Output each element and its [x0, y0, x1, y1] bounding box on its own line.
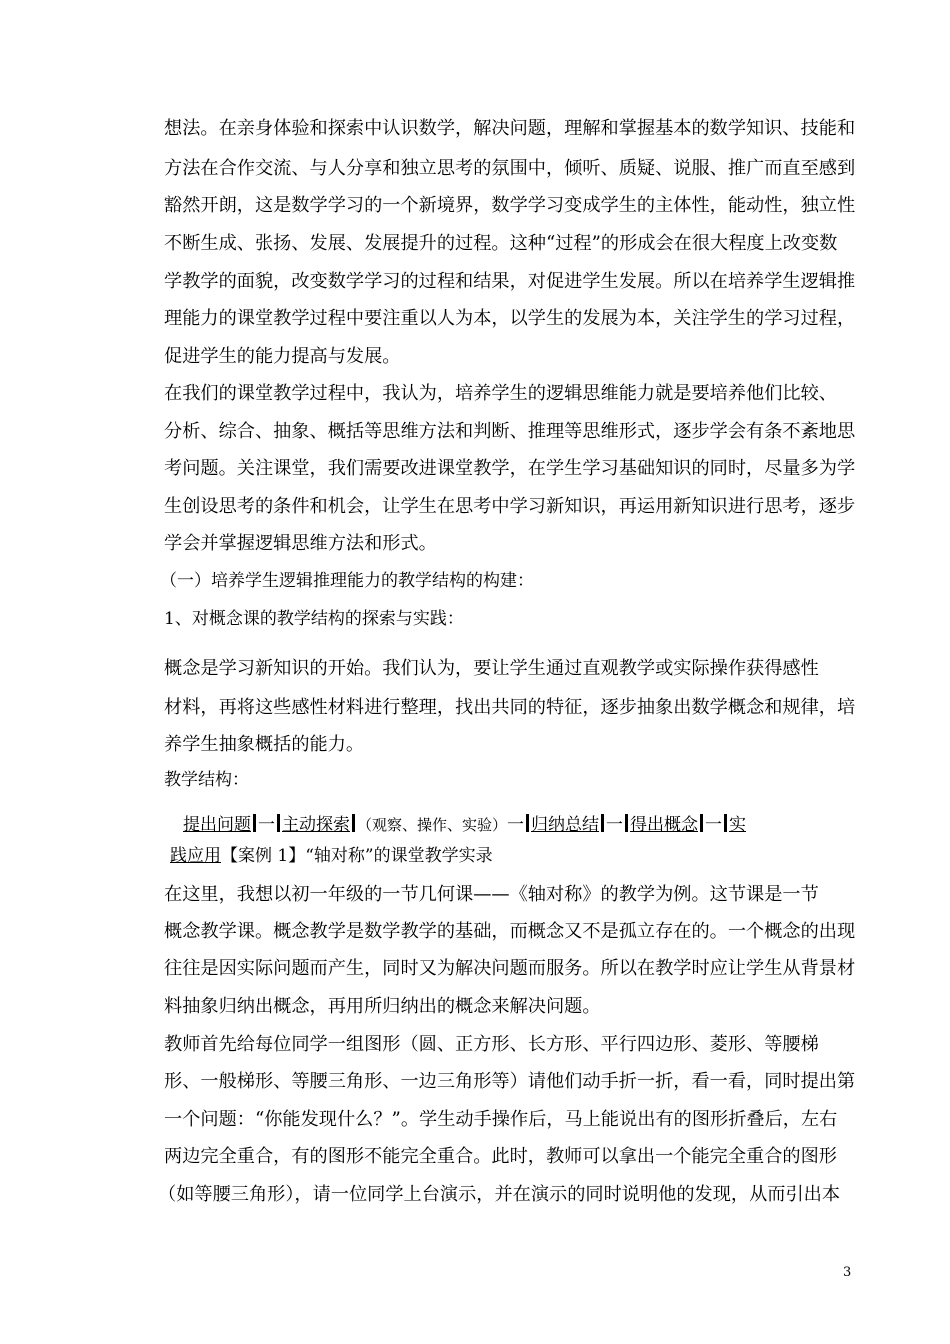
- text-line: 豁然开朗，这是数学学习的一个新境界，数学学习变成学生的主体性，能动性，独立性: [164, 195, 856, 216]
- text-line: 生创设思考的条件和机会，让学生在思考中学习新知识，再运用新知识进行思考，逐步: [164, 496, 856, 517]
- text-line: 学教学的面貌，改变数学学习的过程和结果，对促进学生发展。所以在培养学生逻辑推: [164, 271, 856, 292]
- flow-dash: 一: [606, 815, 624, 835]
- case-title: 【案例 1】“轴对称”的课堂教学实录: [221, 846, 493, 866]
- text-line: 养学生抽象概括的能力。: [164, 734, 365, 755]
- flow-continuation: [170, 848, 493, 865]
- flow-step: 主动探索: [282, 815, 350, 835]
- flow-step: 实: [729, 815, 747, 835]
- flow-bar: [700, 814, 703, 832]
- text-line: 考问题。关注课堂，我们需要改进课堂教学，在学生学习基础知识的同时，尽量多为学: [164, 458, 856, 479]
- flow-step: 提出问题: [183, 815, 251, 835]
- flow-dash: 一: [705, 815, 723, 835]
- flow-bar: [601, 814, 604, 832]
- text-line: （如等腰三角形），请一位同学上台演示，并在演示的同时说明他的发现，从而引出本: [158, 1184, 841, 1205]
- text-line: 促进学生的能力提高与发展。: [164, 346, 401, 367]
- text-line: 一个问题：“你能发现什么？”。学生动手操作后，马上能说出有的图形折叠后，左右: [164, 1109, 838, 1130]
- flow-bar: [526, 814, 529, 832]
- teaching-structure-flow: [183, 810, 746, 835]
- text-line: 教师首先给每位同学一组图形（圆、正方形、长方形、平行四边形、菱形、等腰梯: [164, 1034, 819, 1055]
- text-line: 料抽象归纳出概念，再用所归纳出的概念来解决问题。: [164, 996, 601, 1017]
- flow-note: （观察、操作、实验）: [357, 816, 508, 834]
- structure-label: 教学结构：: [164, 770, 249, 790]
- flow-bar: [724, 814, 727, 832]
- flow-bar: [625, 814, 628, 832]
- text-line: 方法在合作交流、与人分享和独立思考的氛围中，倾听、质疑、说服、推广而直至感到: [164, 158, 856, 179]
- flow-step: 得出概念: [630, 815, 699, 835]
- flow-dash: 一: [507, 815, 525, 835]
- flow-bar: [277, 814, 280, 832]
- text-line: 形、一般梯形、等腰三角形、一边三角形等）请他们动手折一折，看一看，同时提出第: [164, 1071, 856, 1092]
- text-line: 在这里，我想以初一年级的一节几何课——《轴对称》的教学为例。这节课是一节: [164, 884, 819, 905]
- text-line: 往往是因实际问题而产生，同时又为解决问题而服务。所以在教学时应让学生从背景材: [164, 958, 856, 979]
- text-line: 概念是学习新知识的开始。我们认为，要让学生通过直观教学或实际操作获得感性: [164, 658, 819, 679]
- flow-bar: [253, 814, 256, 832]
- text-line: 两边完全重合，有的图形不能完全重合。此时，教师可以拿出一个能完全重合的图形: [164, 1146, 837, 1167]
- text-line: 不断生成、张扬、发展、发展提升的过程。这种“过程”的形成会在很大程度上改变数: [164, 233, 838, 254]
- flow-bar: [352, 814, 355, 832]
- text-line: 理能力的课堂教学过程中要注重以人为本，以学生的发展为本，关注学生的学习过程，: [164, 308, 856, 329]
- section-heading: （一）培养学生逻辑推理能力的教学结构的构建：: [160, 571, 534, 591]
- text-line: 想法。在亲身体验和探索中认识数学，解决问题，理解和掌握基本的数学知识、技能和: [164, 118, 856, 139]
- text-line: 材料，再将这些感性材料进行整理，找出共同的特征，逐步抽象出数学概念和规律，培: [164, 697, 856, 718]
- flow-dash: 一: [258, 815, 275, 835]
- subsection-heading: 1、对概念课的教学结构的探索与实践：: [164, 609, 464, 629]
- text-line: 学会并掌握逻辑思维方法和形式。: [164, 533, 437, 554]
- page-number: 3: [843, 1265, 852, 1280]
- text-line: 概念教学课。概念教学是数学教学的基础，而概念又不是孤立存在的。一个概念的出现: [164, 921, 856, 942]
- text-line: 分析、综合、抽象、概括等思维方法和判断、推理等思维形式，逐步学会有条不紊地思: [164, 421, 856, 442]
- text-line: 在我们的课堂教学过程中，我认为，培养学生的逻辑思维能力就是要培养他们比较、: [164, 383, 837, 404]
- flow-step: 归纳总结: [531, 815, 600, 835]
- flow-step: 践应用: [170, 846, 221, 866]
